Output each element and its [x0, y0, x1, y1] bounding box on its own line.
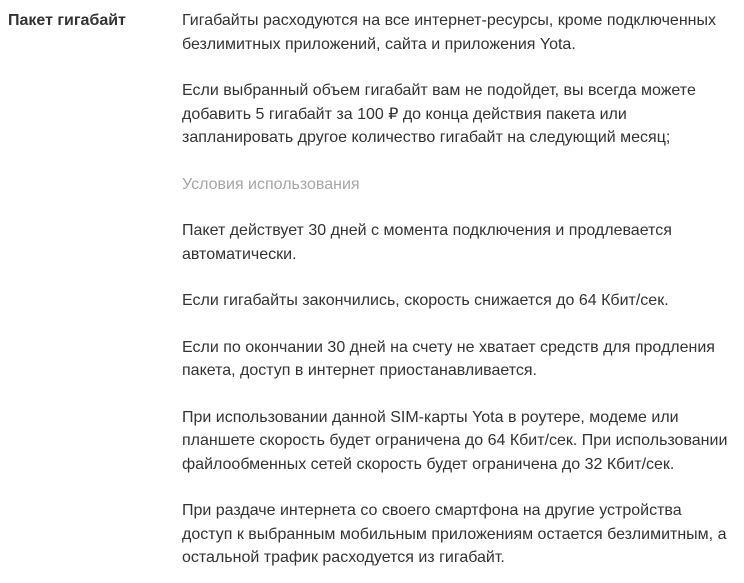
- section-content: [182, 0, 730, 583]
- subsection-label: Условия использования: [182, 175, 360, 193]
- paragraph: При раздаче интернета со своего смартфона на другие устройства доступ к выбранным мобильным приложениям остается безлимитным, а остальной трафик расходуется из гигабайт.: [182, 502, 727, 566]
- paragraph: При использовании данной SIM-карты Yota в роутере, модеме или планшете скорость будет ограничена до 64 Кбит/сек. При использовании файлообменных сетей скорость будет ограничена до 32 Кбит/сек.: [182, 408, 728, 473]
- section-title-column: [0, 0, 182, 33]
- paragraph: Пакет действует 30 дней с момента подключения и продлевается автоматически.: [182, 222, 672, 263]
- section-title: Пакет гигабайт: [8, 12, 126, 29]
- paragraph: Если по окончании 30 дней на счету не хватает средств для продления пакета, доступ в интернет приостанавливается.: [182, 338, 715, 379]
- paragraph: Если гигабайты закончились, скорость снижается до 64 Кбит/сек.: [182, 292, 669, 309]
- paragraph: Если выбранный объем гигабайт вам не подойдет, вы всегда можете добавить 5 гигабайт за 100 ₽ до конца действия пакета или запланировать другое количество гигабайт на следующий месяц;: [182, 82, 696, 146]
- paragraph: Гигабайты расходуются на все интернет-ресурсы, кроме подключенных безлимитных приложений, сайта и приложения Yota.: [182, 12, 716, 53]
